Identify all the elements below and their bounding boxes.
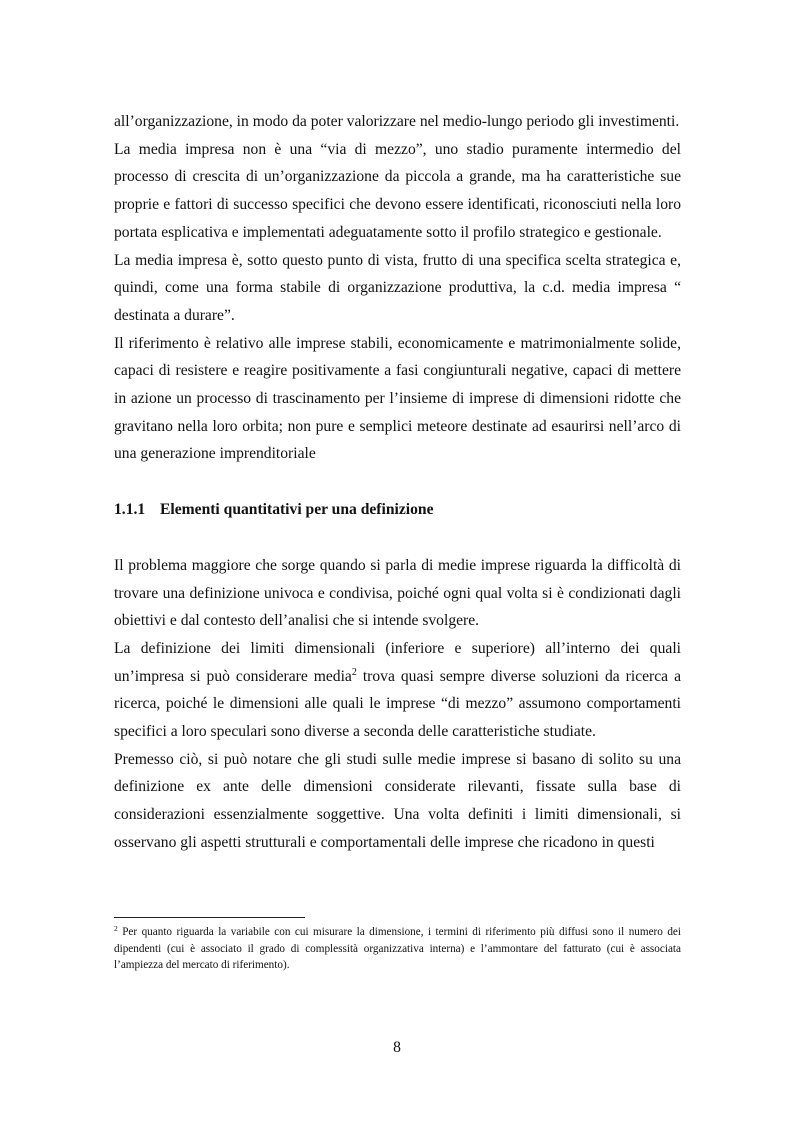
section-number: 1.1.1 <box>114 501 146 519</box>
paragraph: Il riferimento è relativo alle imprese stabili, economicamente e matrimonialmente solide, capaci di resistere e reagire positivamente a fasi congiunturali negative, capaci di mettere in azione un processo di trascinamento per l’insieme di imprese di dimensioni ridotte che gravitano nella loro orbita; non pure e semplici meteore destinate ad esaurirsi nell’arco di una generazione imprenditoriale <box>114 334 681 463</box>
footnote-number: 2 <box>114 924 118 933</box>
paragraph: all’organizzazione, in modo da poter valorizzare nel medio-lungo periodo gli investimenti. <box>114 113 680 130</box>
footnote-text: Per quanto riguarda la variabile con cui misurare la dimensione, i termini di riferimento più diffusi sono il numero dei dipendenti (cui è associato il grado di complessità organizzativa interna) e l’ammontare del fatturato (cui è associata l’ampiezza del mercato di riferimento). <box>114 926 681 971</box>
page-body <box>114 108 681 857</box>
footnote-divider <box>114 917 305 918</box>
paragraph: La media impresa non è una “via di mezzo”, uno stadio puramente intermedio del processo di crescita di un’organizzazione da piccola a grande, ma ha caratteristiche sue proprie e fattori di successo specifici che devono essere identificati, riconosciuti nella loro portata esplicativa e implementati adeguatamente sotto il profilo strategico e gestionale. <box>114 140 681 241</box>
paragraph: Il problema maggiore che sorge quando si parla di medie imprese riguarda la difficoltà di trovare una definizione univoca e condivisa, poiché ogni qual volta si è condizionati dagli obiettivi e dal contesto dell’analisi che si intende svolgere. <box>114 556 681 630</box>
section-title: Elementi quantitativi per una definizione <box>160 501 434 519</box>
paragraph-text: La definizione dei limiti dimensionali (inferiore e superiore) all’interno dei quali un’impresa si può considerare media <box>114 639 681 685</box>
footnote-reference[interactable]: 2 <box>351 666 357 678</box>
page-number: 8 <box>393 1039 401 1056</box>
paragraph: La media impresa è, sotto questo punto di vista, frutto di una specifica scelta strategica e, quindi, come una forma stabile di organizzazione produttiva, la c.d. media impresa “ destinata a durare”. <box>114 251 681 324</box>
paragraph: Premesso ciò, si può notare che gli studi sulle medie imprese si basano di solito su una definizione ex ante delle dimensioni considerate rilevanti, fissate sulla base di considerazioni essenzialmente soggettive. Una volta definiti i limiti dimensionali, si osservano gli aspetti strutturali e comportamentali delle imprese che ricadono in questi <box>114 750 681 851</box>
paragraph-text: trova quasi sempre diverse soluzioni da ricerca a ricerca, poiché le dimensioni alle quali le imprese “di mezzo” assumono comportamenti specifici a loro speculari sono diverse a seconda delle caratteristiche studiate. <box>114 667 681 741</box>
paragraph <box>114 635 681 746</box>
footnote <box>114 924 681 974</box>
section-heading <box>114 496 681 524</box>
